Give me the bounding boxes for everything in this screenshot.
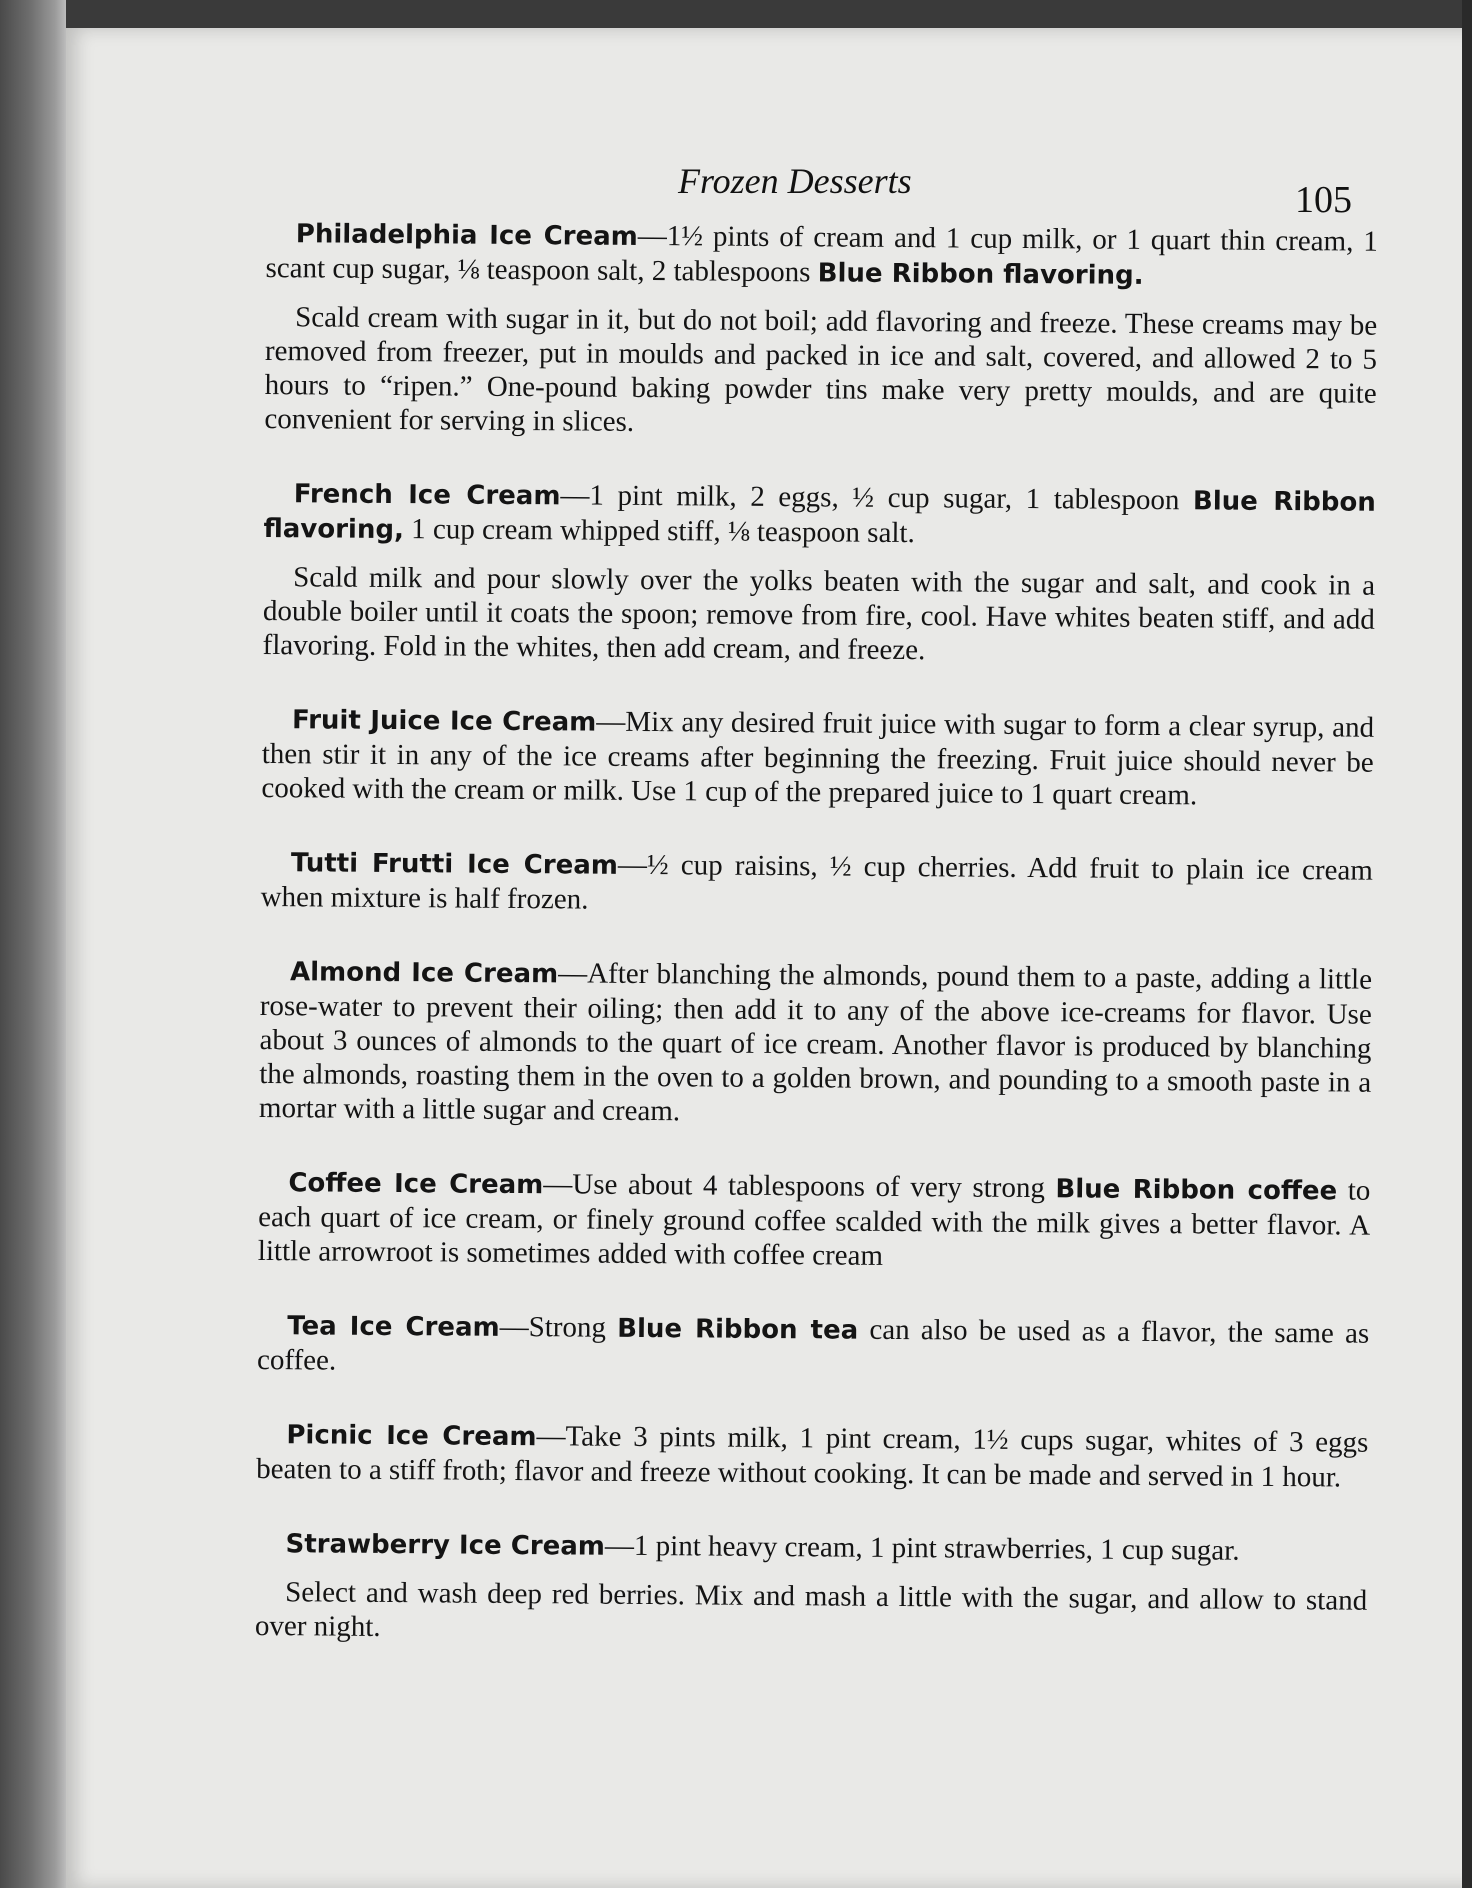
recipe-name: Philadelphia Ice Cream (295, 219, 638, 252)
recipe-text: —Strong (499, 1310, 618, 1344)
brand-term: Blue Ribbon tea (617, 1313, 859, 1346)
recipe-instructions (262, 560, 1375, 671)
recipe (255, 1526, 1368, 1652)
recipe-ingredients (261, 702, 1374, 814)
recipe-name: Tutti Frutti Ice Cream (290, 848, 619, 881)
recipe (262, 476, 1375, 671)
recipe-text: Scald cream with sugar in it, but do not boil; add flavoring and freeze. These creams may be removed from freezer, put in moulds and packed in ice and salt, covered, and allowed 2 to 5 hours to “ripen.” One-pound baking powder tins make very pretty moulds, and are quite convenient for serving in slices. (264, 301, 1378, 438)
recipe-name: Coffee Ice Cream (288, 1168, 544, 1201)
recipe-ingredients (265, 216, 1378, 295)
recipe-text: —Use about 4 tablespoons of very strong (543, 1168, 1056, 1205)
recipe-text: —1 pint heavy cream, 1 pint strawberries, 1 cup sugar. (604, 1529, 1240, 1567)
brand-term: Blue Ribbon flavoring, (263, 486, 1376, 546)
recipe-text: can also be used as a flavor, the same as coffee. (256, 1313, 1370, 1377)
recipe (261, 845, 1374, 923)
recipe-ingredients (259, 954, 1372, 1134)
recipe (264, 216, 1378, 445)
recipe-name: Strawberry Ice Cream (285, 1529, 606, 1562)
recipe-ingredients (261, 845, 1374, 923)
recipe-ingredients (257, 1308, 1370, 1386)
recipe-ingredients (263, 476, 1376, 555)
recipe-text: Scald milk and pour slowly over the yolks beaten with the sugar and salt, and cook in a double boiler until it coats the spoon; remove from fire, cool. Have whites beaten stiff, and add flavoring. Fold in the whites, then add cream, and freeze. (262, 561, 1376, 667)
book-gutter (0, 0, 72, 1888)
recipe-instructions (255, 1575, 1367, 1652)
recipe-text: —After blanching the almonds, pound them to a paste, adding a little rose-water to prevent their oiling; then add it to any of the above ice-creams for flavor. Use about 3 ounces of almonds to the quart of ice cream. Another flavor is produced by blanching the almonds, roasting them in the oven to a golden brown, and pounding to a smooth paste in a mortar with a little sugar and cream. (258, 957, 1373, 1128)
recipe-text: —1 pint milk, 2 eggs, ½ cup sugar, 1 tablespoon (560, 479, 1194, 517)
recipe-name: Fruit Juice Ice Cream (291, 705, 597, 738)
recipe-name: Tea Ice Cream (287, 1311, 500, 1343)
recipe (259, 954, 1372, 1134)
scan-top-margin (66, 0, 1472, 28)
recipe (258, 1165, 1371, 1277)
recipe-text: —Mix any desired fruit juice with sugar to form a clear syrup, and then stir it in any of the ice creams after beginning the freezing. Fruit juice should never be cooked with the cream or milk. Use 1 cup of the prepared juice to 1 quart cream. (261, 705, 1375, 812)
page-content (255, 216, 1378, 1652)
recipe-text: —1½ pints of cream and 1 cup milk, or 1 quart thin cream, 1 scant cup sugar, ⅛ teaspoon salt, 2 tablespoons (265, 219, 1378, 289)
recipe-name: French Ice Cream (293, 479, 561, 512)
recipe-text: —Take 3 pints milk, 1 pint cream, 1½ cups sugar, whites of 3 eggs beaten to a stiff froth; flavor and freeze without cooking. It can be made and served in 1 hour. (256, 1420, 1369, 1494)
scan-right-edge (1462, 0, 1472, 1888)
brand-term: Blue Ribbon flavoring. (817, 258, 1144, 291)
recipe-text: —½ cup raisins, ½ cup cherries. Add fruit to plain ice cream when mixture is half frozen. (260, 848, 1374, 916)
page-header (66, 160, 1472, 220)
recipe (256, 1417, 1369, 1495)
recipe-text: 1 cup cream whipped stiff, ⅛ teaspoon salt. (403, 513, 915, 550)
recipe-ingredients (258, 1165, 1371, 1277)
recipe (257, 1308, 1370, 1386)
recipe-name: Almond Ice Cream (289, 957, 559, 990)
recipe-text: to each quart of ice cream, or finely ground coffee scalded with the milk gives a better flavor. A little arrowroot is sometimes added with coffee cream (257, 1174, 1371, 1272)
running-head: Frozen Desserts (678, 161, 912, 201)
brand-term: Blue Ribbon coffee (1055, 1174, 1338, 1207)
page-number: 105 (1295, 179, 1352, 221)
recipe-ingredients (256, 1417, 1369, 1495)
book-page (66, 28, 1472, 1888)
recipe-text: Select and wash deep red berries. Mix and mash a little with the sugar, and allow to stand over night. (254, 1576, 1368, 1643)
recipe (261, 702, 1374, 814)
recipe-ingredients (255, 1526, 1367, 1570)
recipe-instructions (264, 300, 1377, 445)
recipe-name: Picnic Ice Cream (286, 1420, 537, 1453)
